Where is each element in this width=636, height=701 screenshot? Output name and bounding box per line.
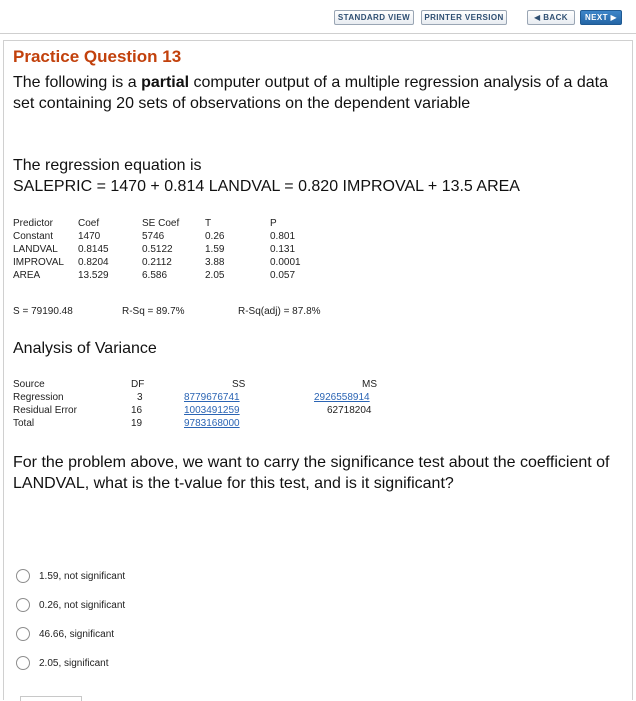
question-title: Practice Question 13	[13, 47, 182, 66]
anova-cell: 3	[137, 392, 143, 403]
coef-cell: 0.8145	[78, 244, 109, 255]
anova-heading: Analysis of Variance	[13, 340, 157, 357]
anova-ss-link[interactable]: 8779676741	[184, 392, 240, 403]
option-label[interactable]: 2.05, significant	[39, 658, 109, 669]
coef-cell: 0.801	[270, 231, 296, 242]
coef-cell: 0.5122	[142, 244, 173, 255]
coef-cell: 5746	[142, 231, 165, 242]
option-radio[interactable]	[16, 656, 30, 670]
coef-cell: 1.59	[205, 244, 225, 255]
coef-cell: 6.586	[142, 270, 168, 281]
coef-header: SE Coef	[142, 218, 180, 229]
printer-version-button[interactable]: PRINTER VERSION	[421, 10, 507, 25]
anova-header: MS	[362, 379, 377, 390]
anova-cell: Regression	[13, 392, 64, 403]
coef-cell: AREA	[13, 270, 41, 281]
intro-text-start: The following is a	[13, 74, 142, 91]
coef-cell: 1470	[78, 231, 101, 242]
anova-cell: 62718204	[327, 405, 372, 416]
top-toolbar	[0, 0, 636, 34]
coef-cell: 13.529	[78, 270, 109, 281]
anova-cell: Residual Error	[13, 405, 77, 416]
anova-ss-link[interactable]: 1003491259	[184, 405, 240, 416]
coef-cell: 0.0001	[270, 257, 301, 268]
coef-cell: 0.8204	[78, 257, 109, 268]
coef-header: P	[270, 218, 277, 229]
anova-header: SS	[232, 379, 246, 390]
option-label[interactable]: 0.26, not significant	[39, 600, 126, 611]
coef-cell: 0.2112	[142, 257, 172, 268]
coef-cell: 2.05	[205, 270, 225, 281]
anova-cell: 16	[131, 405, 143, 416]
option-radio[interactable]	[16, 627, 30, 641]
question-intro	[13, 72, 613, 114]
anova-ms-link[interactable]: 2926558914	[314, 392, 370, 403]
question-prompt: For the problem above, we want to carry the significance test about the coefficient of LANDVAL, what is the t-value for this test, and is it significant?	[13, 454, 610, 492]
coef-header: T	[205, 218, 212, 229]
coef-cell: Constant	[13, 231, 54, 242]
r-squared-adj-stat: R-Sq(adj) = 87.8%	[238, 306, 321, 317]
coef-cell: 0.26	[205, 231, 225, 242]
coef-header: Coef	[78, 218, 100, 229]
option-label[interactable]: 1.59, not significant	[39, 571, 126, 582]
coef-cell: 0.057	[270, 270, 296, 281]
coef-cell: 0.131	[270, 244, 296, 255]
back-button[interactable]: ◀ BACK	[527, 10, 575, 25]
anova-header: Source	[13, 379, 45, 390]
std-error-stat: S = 79190.48	[13, 306, 73, 317]
partial-button-edge	[20, 696, 82, 701]
anova-ss-link[interactable]: 9783168000	[184, 418, 240, 429]
r-squared-stat: R-Sq = 89.7%	[122, 306, 185, 317]
coef-cell: 3.88	[205, 257, 225, 268]
coef-header: Predictor	[13, 218, 54, 229]
anova-cell: Total	[13, 418, 35, 429]
equation-label: The regression equation is	[13, 157, 202, 174]
option-label[interactable]: 46.66, significant	[39, 629, 115, 640]
coef-cell: IMPROVAL	[13, 257, 64, 268]
coef-cell: LANDVAL	[13, 244, 58, 255]
option-radio[interactable]	[16, 598, 30, 612]
standard-view-button[interactable]: STANDARD VIEW	[334, 10, 414, 25]
toolbar-divider	[0, 33, 636, 34]
anova-header: DF	[131, 379, 145, 390]
next-button[interactable]: NEXT ▶	[580, 10, 622, 25]
option-radio[interactable]	[16, 569, 30, 583]
regression-equation: SALEPRIC = 1470 + 0.814 LANDVAL = 0.820 IMPROVAL + 13.5 AREA	[13, 178, 520, 195]
intro-text-end: computer output of a multiple regression analysis of a data set containing 20 sets of observations on the dependent variable	[13, 74, 608, 112]
intro-bold-text: partial	[141, 74, 190, 91]
anova-cell: 19	[131, 418, 143, 429]
